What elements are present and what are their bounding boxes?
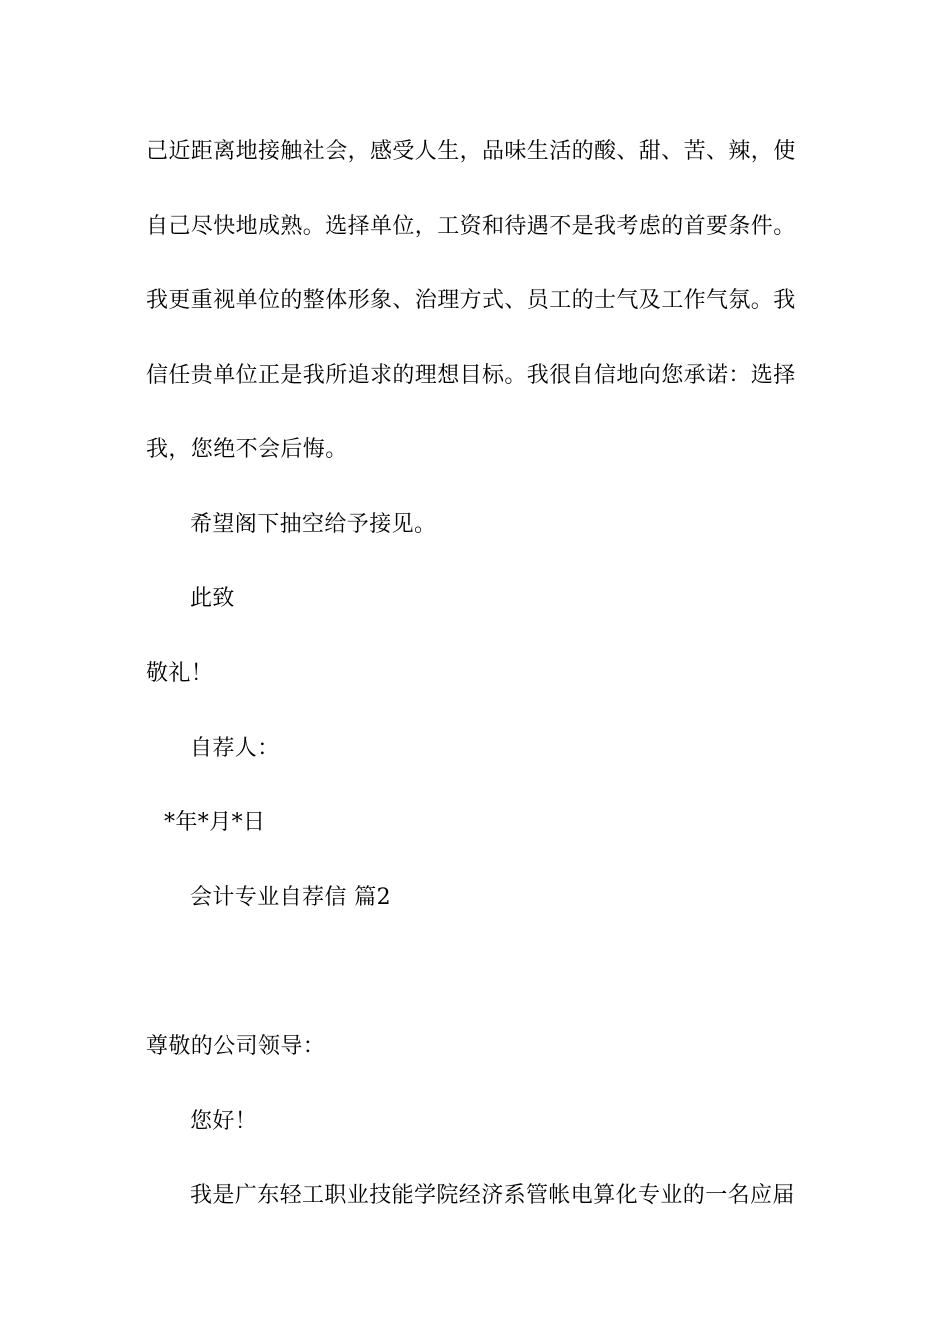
date-line: *年*月*日: [164, 810, 266, 835]
paragraph-line-5: 我，您绝不会后悔。: [146, 437, 348, 462]
intro-line: 我是广东轻工职业技能学院经济系管帐电算化专业的一名应届: [190, 1183, 795, 1208]
closing-line-1: 此致: [190, 586, 235, 611]
salutation-line: 尊敬的公司领导：: [146, 1034, 326, 1059]
paragraph-line-1: 己近距离地接触社会，感受人生，品味生活的酸、甜、苦、辣，使: [146, 139, 796, 164]
paragraph-line-3: 我更重视单位的整体形象、治理方式、员工的士气及工作气氛。我: [146, 288, 796, 313]
section-title: 会计专业自荐信 篇2: [190, 885, 391, 910]
signature-line: 自荐人：: [190, 736, 280, 761]
greeting-line: 您好！: [190, 1109, 258, 1134]
paragraph-line-4: 信任贵单位正是我所追求的理想目标。我很自信地向您承诺：选择: [146, 363, 796, 388]
closing-line-2: 敬礼！: [146, 661, 214, 686]
paragraph-line-2: 自己尽快地成熟。选择单位，工资和待遇不是我考虑的首要条件。: [146, 214, 796, 239]
hope-line: 希望阁下抽空给予接见。: [190, 512, 437, 537]
